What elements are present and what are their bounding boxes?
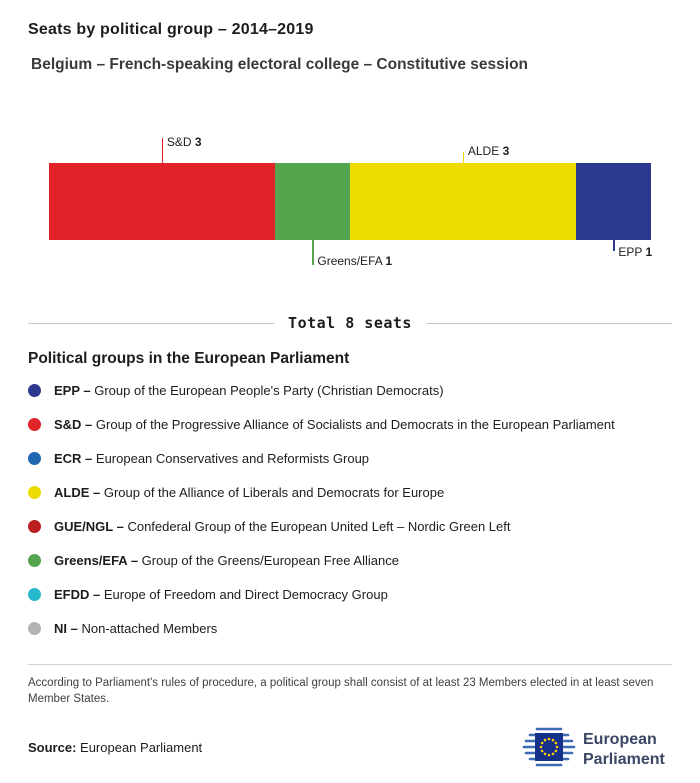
logo-text-line1: European	[583, 731, 657, 748]
footnote: According to Parliament's rules of procedure, a political group shall consist of at least 23 Members elected in at least seven Member States.	[28, 677, 654, 705]
legend-title: Political groups in the European Parliament	[28, 350, 350, 367]
legend-color-dot	[28, 622, 41, 635]
footnote-divider	[28, 664, 672, 665]
page-title: Seats by political group – 2014–2019	[28, 21, 314, 38]
legend-label: ALDE – Group of the Alliance of Liberals and Democrats for Europe	[54, 485, 445, 500]
legend-label: ECR – European Conservatives and Reformists Group	[54, 451, 370, 466]
legend-color-dot	[28, 452, 41, 465]
bar-segment-alde	[350, 163, 576, 240]
legend-color-dot	[28, 588, 41, 601]
callout-label: ALDE 3	[467, 144, 510, 158]
legend-item-alde	[28, 484, 672, 504]
source-line	[28, 740, 202, 755]
legend-item-greensefa	[28, 552, 672, 572]
bar-segment-greens-efa	[275, 163, 350, 240]
footer	[28, 723, 676, 771]
source-label: Source:	[28, 739, 77, 755]
legend-item-guengl	[28, 518, 672, 538]
legend-item-epp	[28, 382, 672, 402]
legend-label: EPP – Group of the European People's Party (Christian Democrats)	[54, 383, 444, 398]
legend-label: NI – Non-attached Members	[54, 621, 218, 636]
eu-flag-icon	[535, 733, 563, 761]
page-subtitle: Belgium – French-speaking electoral college – Constitutive session	[31, 56, 529, 73]
legend-color-dot	[28, 554, 41, 567]
stacked-bar	[49, 163, 651, 240]
legend-list	[28, 382, 672, 640]
callout-line	[613, 240, 615, 251]
european-parliament-logo-icon	[521, 723, 676, 771]
callout-line	[162, 138, 164, 163]
legend-color-dot	[28, 520, 41, 533]
legend-color-dot	[28, 486, 41, 499]
legend-label: GUE/NGL – Confederal Group of the European United Left – Nordic Green Left	[54, 519, 511, 534]
legend-item-ni	[28, 620, 672, 640]
callout-label: S&D 3	[166, 135, 202, 149]
legend-color-dot	[28, 418, 41, 431]
callout-label: Greens/EFA 1	[317, 254, 393, 268]
legend-label: Greens/EFA – Group of the Greens/European Free Alliance	[54, 553, 399, 568]
bar-segment-epp	[576, 163, 651, 240]
bar-area	[49, 135, 653, 268]
callout-label: EPP 1	[618, 245, 653, 259]
legend-label: S&D – Group of the Progressive Alliance of Socialists and Democrats in the European Parliament	[54, 417, 615, 432]
legend-color-dot	[28, 384, 41, 397]
total-rule-left	[28, 323, 274, 324]
logo-text-line2: Parliament	[583, 751, 665, 768]
legend-item-efdd	[28, 586, 672, 606]
callout-line	[312, 240, 314, 265]
source-value: European Parliament	[80, 739, 203, 755]
total-seats-label: Total 8 seats	[288, 314, 412, 332]
legend-item-sd	[28, 416, 672, 436]
callout-line	[463, 152, 465, 163]
legend-item-ecr	[28, 450, 672, 470]
legend-label: EFDD – Europe of Freedom and Direct Democracy Group	[54, 587, 388, 602]
total-rule-right	[426, 323, 672, 324]
total-seats-row	[28, 314, 672, 332]
bar-segment-s-d	[49, 163, 275, 240]
